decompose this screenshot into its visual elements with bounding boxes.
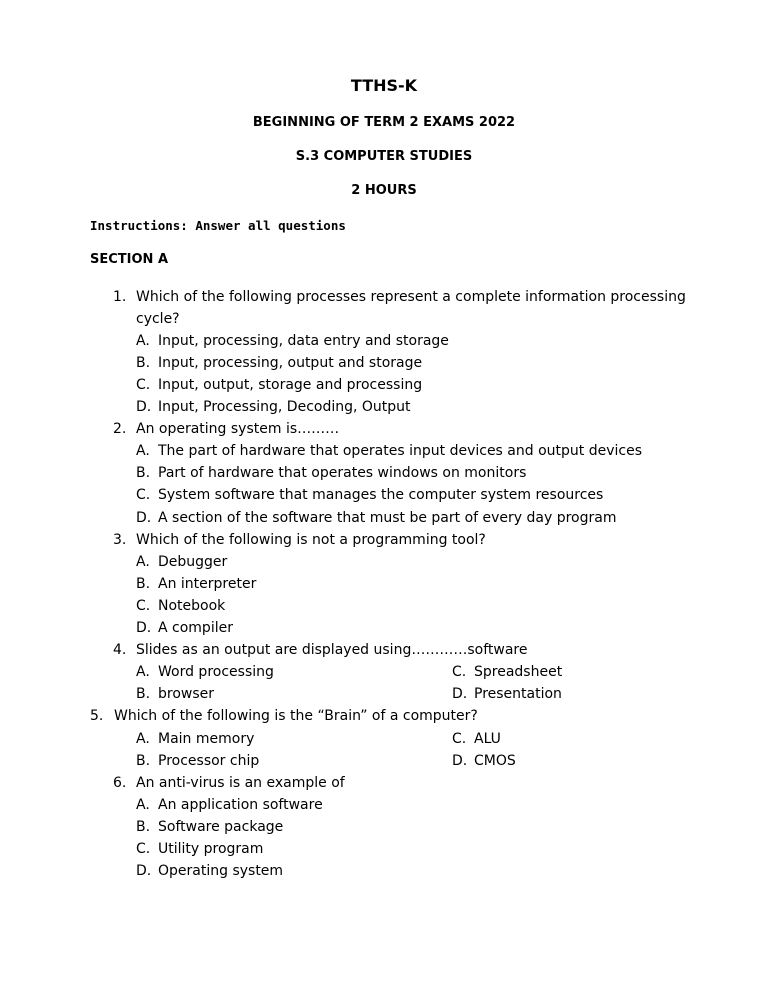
option-letter: B. [136, 753, 151, 769]
option-letter: C. [452, 664, 467, 680]
option-text: ALU [474, 731, 501, 747]
option-letter: B. [136, 355, 151, 371]
option-letter: C. [136, 841, 151, 857]
exam-title: BEGINNING OF TERM 2 EXAMS 2022 [252, 115, 516, 130]
question-text: An operating system is……… [136, 421, 340, 437]
option-text: An interpreter [158, 576, 257, 592]
option-text: A compiler [158, 620, 233, 636]
question-number: 2. [113, 421, 127, 437]
section-heading: SECTION A [90, 252, 169, 267]
option-letter: A. [136, 664, 150, 680]
question-number: 5. [90, 708, 104, 724]
question-text: cycle? [136, 311, 180, 327]
option-text: Part of hardware that operates windows on monitors [158, 465, 527, 481]
option-letter: C. [136, 487, 151, 503]
option-letter: A. [136, 554, 150, 570]
option-text: Spreadsheet [474, 664, 563, 680]
option-letter: A. [136, 731, 150, 747]
option-letter: B. [136, 686, 151, 702]
option-text: Main memory [158, 731, 255, 747]
option-text: A section of the software that must be part of every day program [158, 510, 617, 526]
option-letter: D. [136, 510, 152, 526]
option-text: Presentation [474, 686, 562, 702]
option-text: CMOS [474, 753, 516, 769]
question-number: 6. [113, 775, 127, 791]
option-text: System software that manages the computer system resources [158, 487, 604, 503]
option-letter: B. [136, 465, 151, 481]
duration: 2 HOURS [351, 183, 417, 198]
option-letter: A. [136, 443, 150, 459]
option-text: Input, output, storage and processing [158, 377, 423, 393]
option-letter: C. [136, 598, 151, 614]
option-letter: C. [452, 731, 467, 747]
option-text: Notebook [158, 598, 226, 614]
question-number: 1. [113, 289, 127, 305]
option-text: browser [158, 686, 215, 702]
option-text: Input, processing, output and storage [158, 355, 423, 371]
option-text: Debugger [158, 554, 228, 570]
option-letter: D. [136, 620, 152, 636]
option-text: Operating system [158, 863, 284, 879]
question-text: Slides as an output are displayed using…………software [136, 642, 528, 658]
option-text: Input, Processing, Decoding, Output [158, 399, 411, 415]
question-text: An anti-virus is an example of [136, 775, 345, 791]
option-text: Word processing [158, 664, 274, 680]
question-number: 4. [113, 642, 127, 658]
option-text: The part of hardware that operates input devices and output devices [158, 443, 642, 459]
option-text: Input, processing, data entry and storage [158, 333, 449, 349]
option-text: Software package [158, 819, 284, 835]
option-text: Processor chip [158, 753, 260, 769]
option-letter: C. [136, 377, 151, 393]
instructions: Instructions: Answer all questions [90, 218, 346, 233]
option-text: An application software [158, 797, 323, 813]
option-letter: B. [136, 576, 151, 592]
subject-title: S.3 COMPUTER STUDIES [295, 149, 473, 164]
option-letter: A. [136, 797, 150, 813]
question-text: Which of the following processes represent a complete information processing [136, 289, 686, 305]
school-title: TTHS-K [350, 76, 418, 95]
option-letter: D. [136, 399, 152, 415]
option-letter: D. [136, 863, 152, 879]
option-letter: A. [136, 333, 150, 349]
option-letter: B. [136, 819, 151, 835]
option-text: Utility program [158, 841, 264, 857]
option-letter: D. [452, 686, 468, 702]
question-number: 3. [113, 532, 127, 548]
question-text: Which of the following is not a programming tool? [136, 532, 486, 548]
option-letter: D. [452, 753, 468, 769]
question-text: Which of the following is the “Brain” of a computer? [114, 708, 478, 724]
